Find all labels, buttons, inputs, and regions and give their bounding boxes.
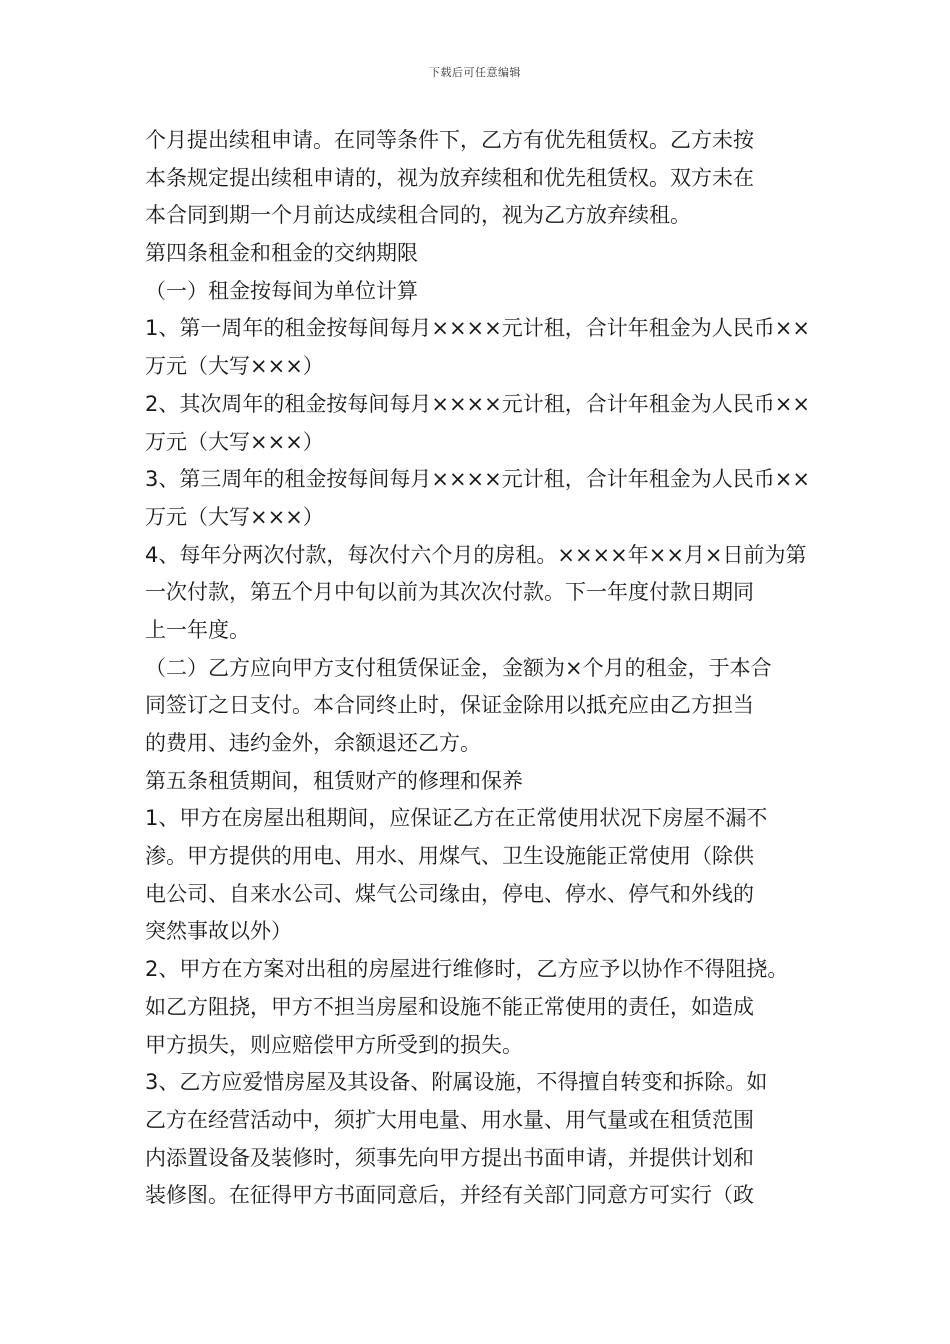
text-line: 万元（大写×××） — [145, 504, 324, 529]
subsection-heading: （二）乙方应向甲方支付租赁保证金，金额为×个月的租金，于本合 — [145, 655, 772, 680]
text-line: 的费用、违约金外，余额退还乙方。 — [145, 731, 481, 755]
text-line: 乙方在经营活动中，须扩大用电量、用水量、用气量或在租赁范围 — [145, 1107, 754, 1132]
text-line: 2、甲方在方案对出租的房屋进行维修时，乙方应予以协作不得阻挠。 — [145, 957, 789, 982]
text-line: 如乙方阻挠，甲方不担当房屋和设施不能正常使用的责任，如造成 — [145, 994, 754, 1019]
text-line: 本合同到期一个月前达成续租合同的，视为乙方放弃续租。 — [145, 203, 691, 228]
subsection-heading: （一）租金按每间为单位计算 — [145, 278, 418, 303]
text-line: 电公司、自来水公司、煤气公司缘由，停电、停水、停气和外线的 — [145, 881, 754, 906]
text-line: 同签订之日支付。本合同终止时，保证金除用以抵充应由乙方担当 — [145, 693, 754, 718]
text-line: 甲方损失，则应赔偿甲方所受到的损失。 — [145, 1032, 523, 1057]
text-line: 4、每年分两次付款，每次付六个月的房租。××××年××月×日前为第 — [145, 542, 807, 567]
text-line: 万元（大写×××） — [145, 354, 324, 379]
text-line: 上一年度。 — [145, 617, 250, 642]
text-line: 1、甲方在房屋出租期间，应保证乙方在正常使用状况下房屋不漏不 — [145, 806, 768, 831]
text-line: 内添置设备及装修时，须事先向甲方提出书面申请，并提供计划和 — [145, 1145, 754, 1170]
section-heading: 第五条租赁期间，租赁财产的修理和保养 — [145, 768, 523, 793]
text-line: 万元（大写×××） — [145, 429, 324, 454]
text-line: 1、第一周年的租金按每间每月××××元计租，合计年租金为人民币×× — [145, 316, 810, 341]
text-line: 3、第三周年的租金按每间每月××××元计租，合计年租金为人民币×× — [145, 467, 810, 492]
text-line: 个月提出续租申请。在同等条件下，乙方有优先租赁权。乙方未按 — [145, 128, 754, 152]
header-note: 下载后可任意编辑 — [429, 66, 521, 79]
text-line: 2、其次周年的租金按每间每月××××元计租，合计年租金为人民币×× — [145, 391, 810, 416]
text-line: 本条规定提出续租申请的，视为放弃续租和优先租赁权。双方未在 — [145, 165, 754, 190]
text-line: 突然事故以外） — [145, 919, 292, 944]
text-line: 3、乙方应爱惜房屋及其设备、附属设施，不得擅自转变和拆除。如 — [145, 1070, 768, 1095]
text-line: 装修图。在征得甲方书面同意后，并经有关部门同意方可实行（政 — [145, 1183, 754, 1208]
section-heading: 第四条租金和租金的交纳期限 — [145, 241, 418, 266]
text-line: 一次付款，第五个月中旬以前为其次次付款。下一年度付款日期同 — [145, 580, 754, 605]
contract-body — [145, 122, 845, 1215]
text-line: 渗。甲方提供的用电、用水、用煤气、卫生设施能正常使用（除供 — [145, 844, 754, 869]
